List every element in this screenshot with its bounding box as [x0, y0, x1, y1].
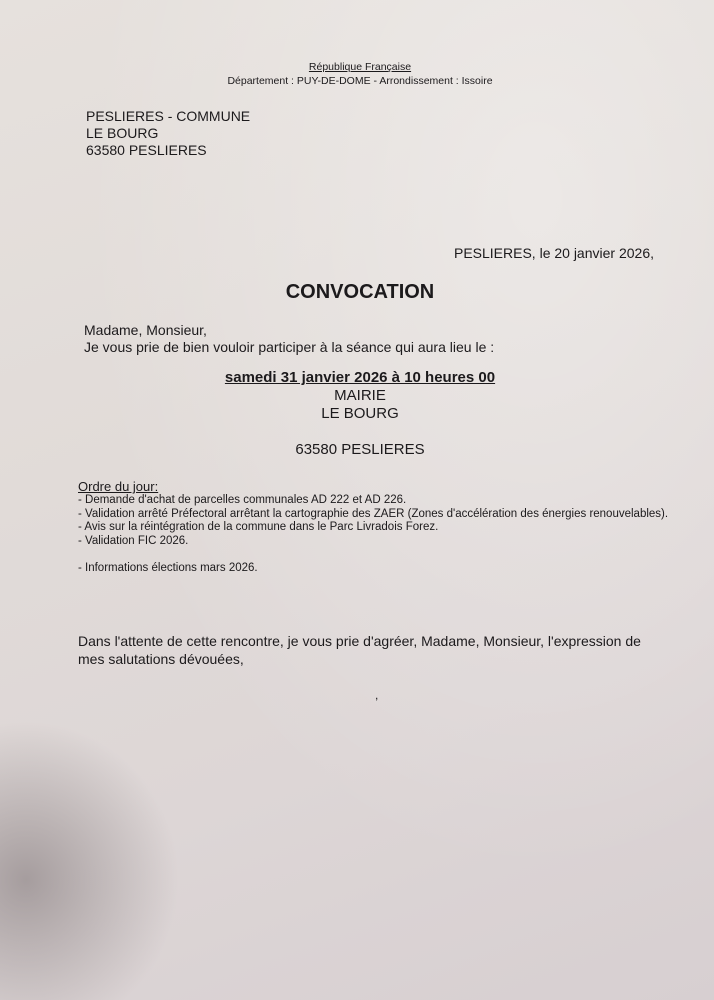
agenda-item: - Validation arrêté Préfectoral arrêtant la cartographie des ZAER (Zones d'accélération des énergies renouvelables).	[78, 507, 669, 520]
sender-line-2: LE BOURG	[86, 125, 159, 141]
sender-line-3: 63580 PESLIERES	[86, 142, 207, 158]
document-header	[0, 60, 714, 88]
meeting-place-2: LE BOURG	[321, 405, 399, 422]
meeting-details	[0, 369, 714, 459]
meeting-place-1: MAIRIE	[334, 387, 386, 404]
document-title: CONVOCATION	[285, 281, 435, 303]
agenda-item: - Validation FIC 2026.	[78, 534, 189, 547]
meeting-datetime: samedi 31 janvier 2026 à 10 heures 00	[224, 369, 496, 386]
sender-address	[86, 108, 250, 159]
agenda-item: - Demande d'achat de parcelles communales AD 222 et AD 226.	[78, 494, 407, 506]
agenda-extra-item: - Informations élections mars 2026.	[78, 562, 258, 574]
stray-mark: ,	[375, 688, 379, 702]
agenda-title: Ordre du jour:	[78, 479, 159, 494]
agenda	[78, 479, 678, 576]
agenda-item: - Avis sur la réintégration de la commune dans le Parc Livradois Forez.	[78, 521, 439, 533]
department-line: Département : PUY-DE-DOME - Arrondissement : Issoire	[227, 75, 493, 87]
letter-date: PESLIERES, le 20 janvier 2026,	[453, 245, 654, 261]
republic-line: République Française	[308, 61, 412, 73]
sender-line-1: PESLIERES - COMMUNE	[86, 108, 251, 124]
salutation: Madame, Monsieur,	[84, 322, 207, 338]
closing-paragraph: Dans l'attente de cette rencontre, je vous prie d'agréer, Madame, Monsieur, l'expression de mes salutations dévouées,	[78, 633, 641, 667]
intro	[84, 322, 494, 356]
intro-text: Je vous prie de bien vouloir participer à la séance qui aura lieu le :	[84, 339, 495, 355]
meeting-city: 63580 PESLIERES	[295, 441, 425, 458]
